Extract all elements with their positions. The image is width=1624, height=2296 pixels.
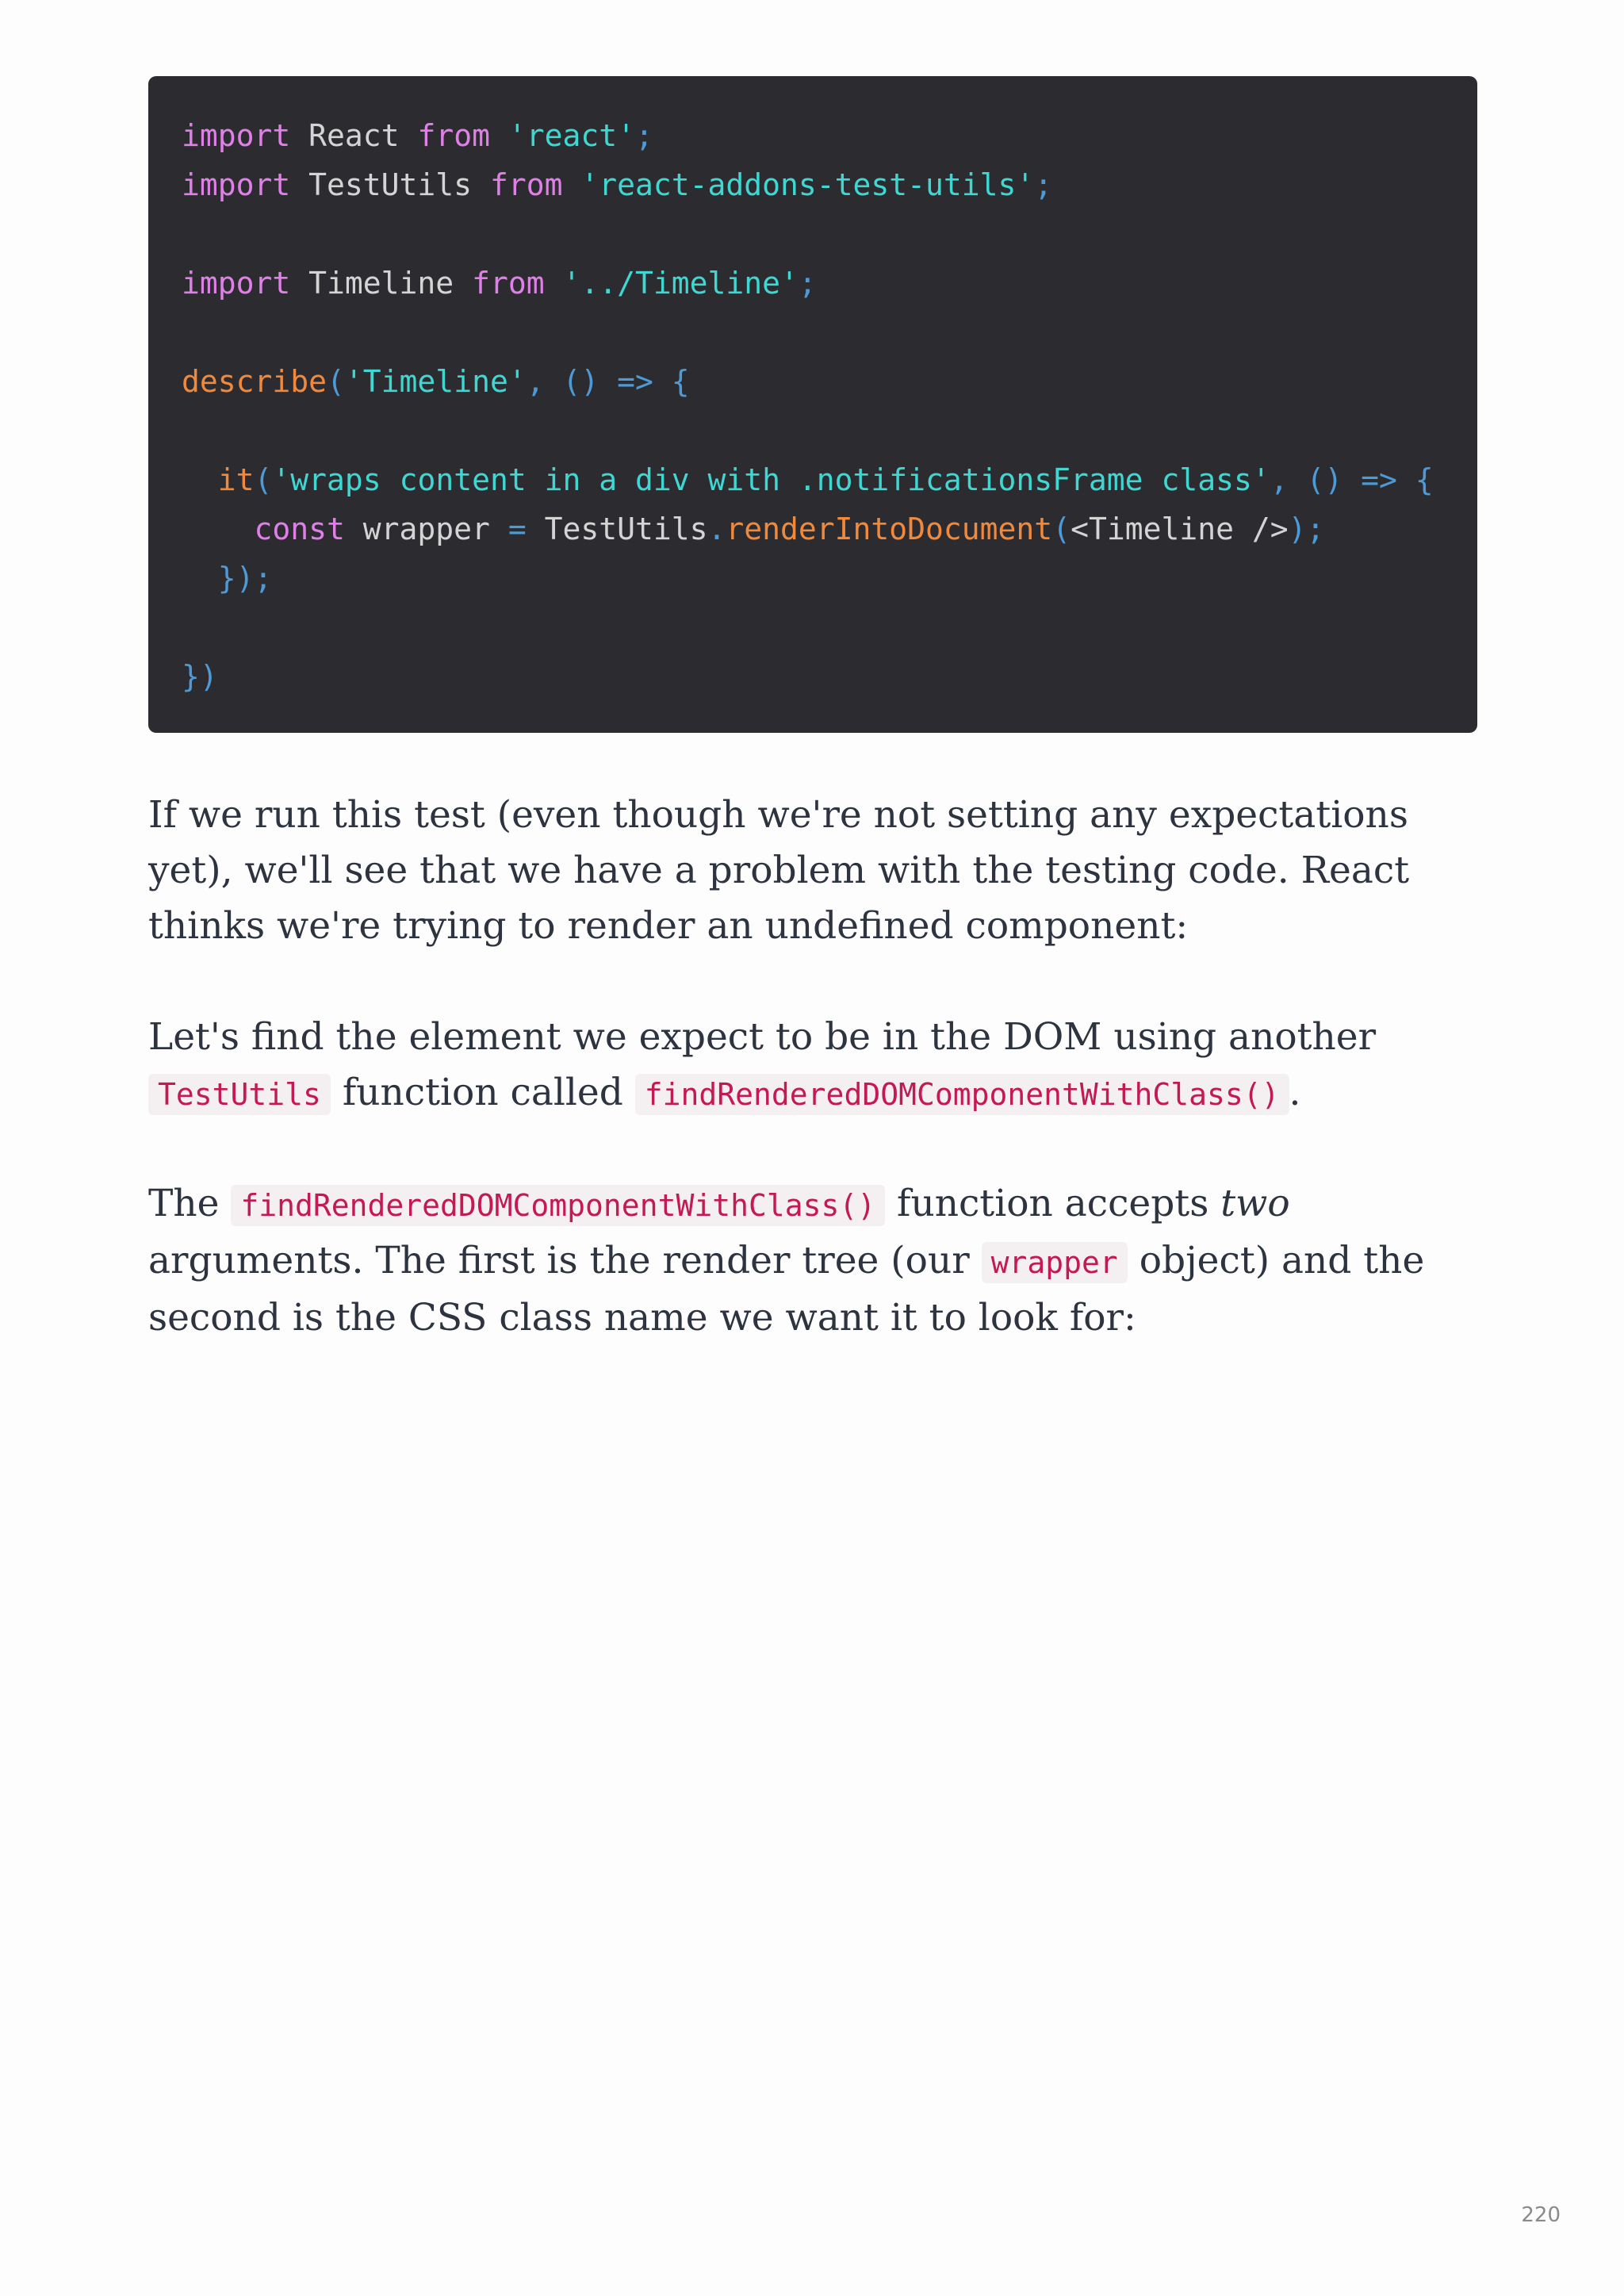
inline-code-find-function: findRenderedDOMComponentWithClass() <box>231 1185 885 1226</box>
text-run: . <box>1289 1071 1301 1114</box>
code-line-12 <box>182 652 1477 701</box>
code-block <box>148 76 1477 733</box>
code-line-blank <box>182 209 1477 259</box>
paragraph-arguments <box>148 1176 1477 1346</box>
paragraph-text <box>148 1176 1477 1346</box>
inline-code-find-function: findRenderedDOMComponentWithClass() <box>635 1074 1289 1115</box>
code-token: describe <box>182 364 327 399</box>
code-line-blank <box>182 406 1477 455</box>
code-token: 'Timeline' <box>344 364 527 399</box>
code-token <box>490 118 508 153</box>
code-token: import <box>182 118 291 153</box>
code-token: '../Timeline' <box>562 266 799 301</box>
code-token: ; <box>798 266 817 301</box>
code-token: renderIntoDocument <box>726 512 1053 546</box>
code-token: <Timeline /> <box>1071 512 1289 546</box>
code-token: from <box>472 266 545 301</box>
code-line-blank <box>182 308 1477 357</box>
emphasis-two: two <box>1220 1182 1290 1225</box>
code-token: , () => { <box>526 364 690 399</box>
code-line-8 <box>182 455 1477 504</box>
code-token <box>562 167 580 202</box>
paragraph-run-test <box>148 788 1477 954</box>
text-run: object) and the second is the CSS class name we want it to look for: <box>148 1239 1425 1340</box>
inline-code-testutils: TestUtils <box>148 1074 331 1115</box>
code-line-9 <box>182 504 1477 554</box>
code-token <box>545 266 563 301</box>
code-token: }); <box>217 561 273 596</box>
code-token: React <box>290 118 418 153</box>
code-token: wrapper <box>344 512 508 546</box>
paragraph-find-element <box>148 1010 1477 1122</box>
code-token: 'react' <box>508 118 635 153</box>
text-run: arguments. The first is the render tree (our <box>148 1239 982 1282</box>
code-token: ( <box>254 462 273 497</box>
code-token: Timeline <box>290 266 473 301</box>
text-run: function called <box>330 1071 635 1114</box>
code-indent <box>182 512 255 546</box>
code-token: = <box>508 512 527 546</box>
page-number: 220 <box>1521 2203 1561 2227</box>
code-token: , () => { <box>1270 462 1434 497</box>
code-line-blank <box>182 603 1477 652</box>
code-line-6 <box>182 357 1477 406</box>
code-indent <box>182 462 218 497</box>
code-token: ( <box>1052 512 1071 546</box>
code-token: ; <box>1034 167 1053 202</box>
code-token: TestUtils <box>526 512 708 546</box>
code-token: from <box>417 118 490 153</box>
code-token: ; <box>635 118 653 153</box>
code-indent <box>182 561 218 596</box>
code-line-10 <box>182 554 1477 603</box>
inline-code-wrapper: wrapper <box>982 1242 1128 1283</box>
code-token: ( <box>327 364 345 399</box>
code-line-4 <box>182 259 1477 308</box>
code-token: const <box>254 512 345 546</box>
code-token: 'wraps content in a div with .notificationsFrame class' <box>272 462 1270 497</box>
code-token: import <box>182 167 291 202</box>
code-token: it <box>217 462 255 497</box>
code-token: import <box>182 266 291 301</box>
code-token: from <box>489 167 563 202</box>
code-token: . <box>707 512 726 546</box>
code-token: TestUtils <box>290 167 490 202</box>
code-token: }) <box>182 659 218 694</box>
code-token: 'react-addons-test-utils' <box>580 167 1035 202</box>
text-run: function accepts <box>885 1182 1221 1225</box>
text-run: Let's find the element we expect to be in the DOM using another <box>148 1015 1377 1059</box>
paragraph-text: If we run this test (even though we're not setting any expectations yet), we'll see that we have a problem with the testing code. React thinks we're trying to render an undefined component: <box>148 793 1410 948</box>
code-token: ); <box>1288 512 1325 546</box>
text-run: The <box>148 1182 232 1225</box>
paragraph-text <box>148 1010 1477 1122</box>
code-line-2 <box>182 160 1477 209</box>
code-line-1 <box>182 111 1477 160</box>
